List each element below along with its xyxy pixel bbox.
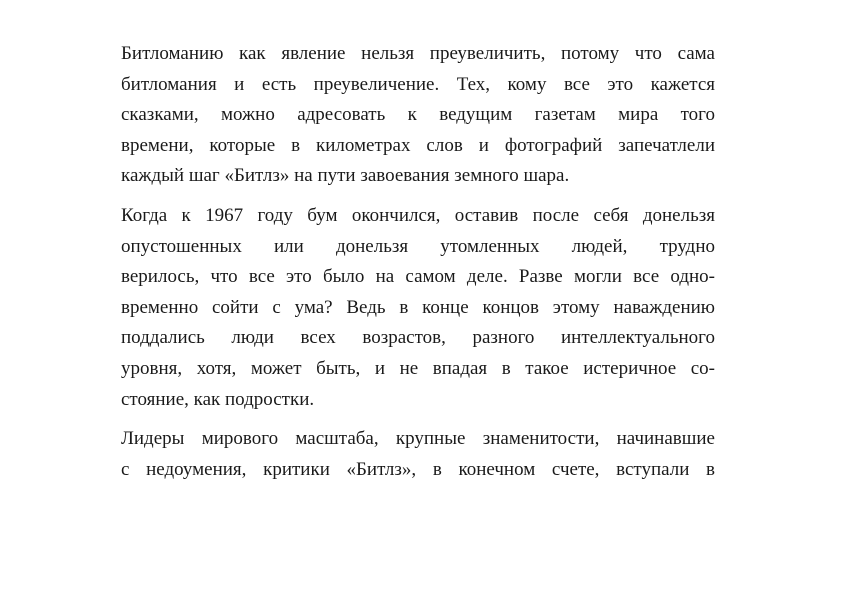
text-line: стояние, как подростки. [121,388,315,410]
paragraph-1 [121,39,715,192]
text-line: с недоумения, критики «Битлз», в конечном счете, вступали в [121,458,715,480]
text-line: опустошенных или донельзя утомленных людей, трудно [121,235,715,257]
paragraph-2 [121,201,715,415]
text-line: битломания и есть преувеличение. Тех, кому все это кажется [121,73,715,95]
body-text [121,39,715,494]
text-line: Лидеры мирового масштаба, крупные знаменитости, начинавшие [121,428,715,450]
text-line: временно сойти с ума? Ведь в конце концов этому наваждению [121,296,715,318]
text-line: Когда к 1967 году бум окончился, оставив после себя донельзя [121,204,715,226]
text-line: поддались люди всех возрастов, разного интеллектуального [121,327,715,349]
paragraph-3 [121,424,715,485]
text-line: сказками, можно адресовать к ведущим газетам мира того [121,104,715,126]
text-line: каждый шаг «Битлз» на пути завоевания земного шара. [121,165,570,187]
text-line: уровня, хотя, может быть, и не впадая в такое истеричное со- [121,357,715,379]
text-line: Битломанию как явление нельзя преувеличить, потому что сама [121,43,715,64]
text-line: верилось, что все это было на самом деле. Разве могли все одно- [121,266,715,288]
text-line: времени, которые в километрах слов и фотографий запечатлели [121,134,715,156]
